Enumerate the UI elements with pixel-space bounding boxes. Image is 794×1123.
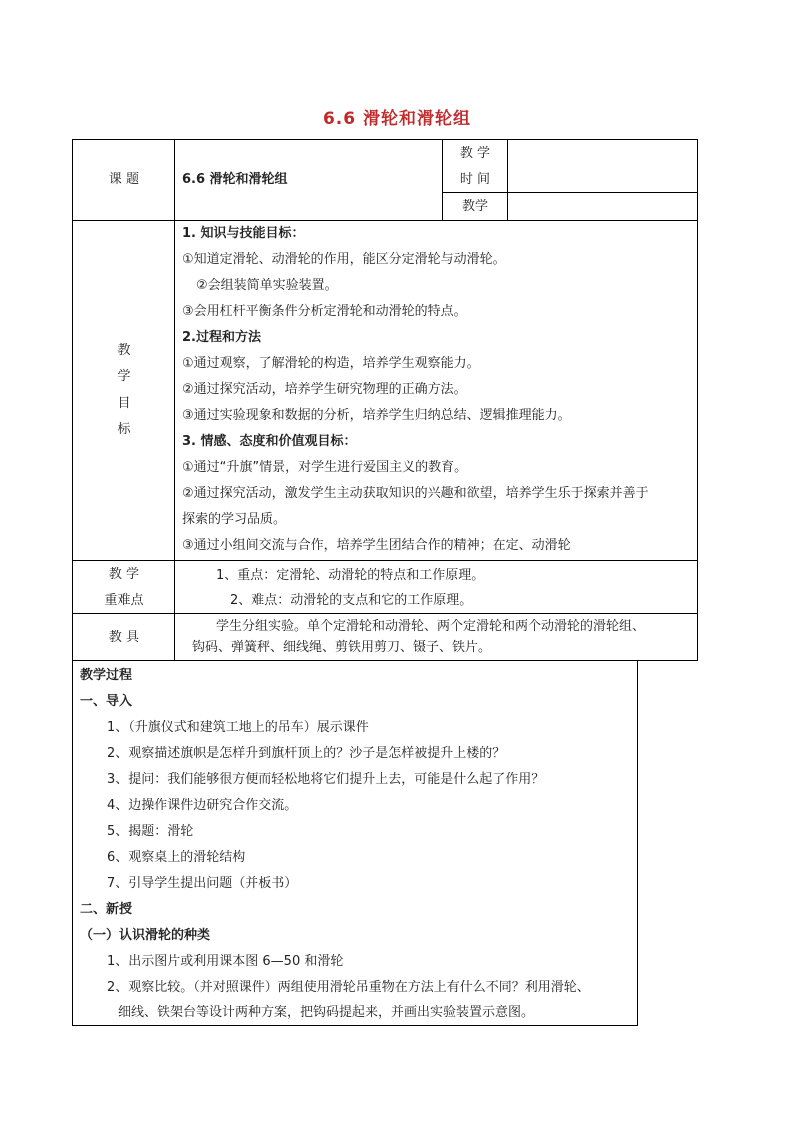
process-heading: 教学过程 bbox=[80, 668, 133, 683]
topic-label: 课 题 bbox=[108, 172, 140, 187]
key-label-1: 教 学 bbox=[108, 567, 140, 582]
key-label-2: 重难点 bbox=[104, 593, 144, 608]
goal-item: 探索的学习品质。 bbox=[182, 512, 287, 527]
goal-item: ①通过“升旗”情景，对学生进行爱国主义的教育。 bbox=[182, 460, 468, 475]
process-item: 细线、铁架台等设计两种方案，把钩码提起来，并画出实验装置示意图。 bbox=[118, 1005, 535, 1020]
goal-heading: 1. 知识与技能目标： bbox=[182, 226, 305, 241]
process-item: 4、边操作课件边研究合作交流。 bbox=[107, 798, 298, 813]
section-heading: 二、新授 bbox=[80, 902, 133, 917]
goal-item: ①知道定滑轮、动滑轮的作用，能区分定滑轮与动滑轮。 bbox=[182, 252, 506, 267]
process-item: 7、引导学生提出问题（并板书） bbox=[107, 876, 298, 891]
goal-heading: 2.过程和方法 bbox=[182, 330, 261, 345]
process-item: 1、（升旗仪式和建筑工地上的吊车）展示课件 bbox=[107, 720, 369, 735]
goal-item: ②通过探究活动，激发学生主动获取知识的兴趣和欲望，培养学生乐于探索并善于 bbox=[182, 486, 649, 501]
process-item: 2、观察描述旗帜是怎样升到旗杆顶上的？沙子是怎样被提升上楼的？ bbox=[107, 746, 506, 761]
section-heading: 一、导入 bbox=[80, 694, 133, 709]
goal-item: ②通过探究活动，培养学生研究物理的正确方法。 bbox=[182, 382, 467, 397]
subsection-heading: （一）认识滑轮的种类 bbox=[80, 928, 211, 943]
tools-line: 钩码、弹簧秤、细线绳、剪铁用剪刀、镊子、铁片。 bbox=[192, 640, 492, 655]
topic-value: 6.6 滑轮和滑轮组 bbox=[182, 172, 288, 187]
key-point: 1、重点：定滑轮、动滑轮的特点和工作原理。 bbox=[216, 568, 485, 583]
goal-item: ③通过实验现象和数据的分析，培养学生归纳总结、逻辑推理能力。 bbox=[182, 408, 571, 423]
document-title: 6.6 滑轮和滑轮组 bbox=[322, 109, 472, 129]
goal-item: ①通过观察，了解滑轮的构造，培养学生观察能力。 bbox=[182, 356, 480, 371]
tools-line: 学生分组实验。单个定滑轮和动滑轮、两个定滑轮和两个动滑轮的滑轮组、 bbox=[216, 619, 646, 634]
goal-item: ②会组装简单实验装置。 bbox=[196, 278, 338, 293]
process-item: 1、出示图片或利用课本图 6—50 和滑轮 bbox=[107, 954, 344, 969]
time-label-2: 时 间 bbox=[459, 172, 491, 187]
tools-label: 教 具 bbox=[108, 630, 140, 645]
process-item: 3、提问：我们能够很方便而轻松地将它们提升上去，可能是什么起了作用？ bbox=[107, 772, 545, 787]
goal-item: ③会用杠杆平衡条件分析定滑轮和动滑轮的特点。 bbox=[182, 304, 467, 319]
key-point: 2、难点：动滑轮的支点和它的工作原理。 bbox=[230, 593, 473, 608]
teaching-label: 教学 bbox=[461, 199, 488, 214]
process-item: 6、观察桌上的滑轮结构 bbox=[107, 850, 246, 865]
time-label-1: 教 学 bbox=[459, 146, 491, 161]
goal-item: ③通过小组间交流与合作，培养学生团结合作的精神；在定、动滑轮 bbox=[182, 538, 571, 553]
process-item: 5、揭题：滑轮 bbox=[107, 824, 194, 839]
goal-heading: 3. 情感、态度和价值观目标： bbox=[182, 434, 357, 449]
process-item: 2、观察比较。（并对照课件）两组使用滑轮吊重物在方法上有什么不同？利用滑轮、 bbox=[107, 980, 590, 995]
